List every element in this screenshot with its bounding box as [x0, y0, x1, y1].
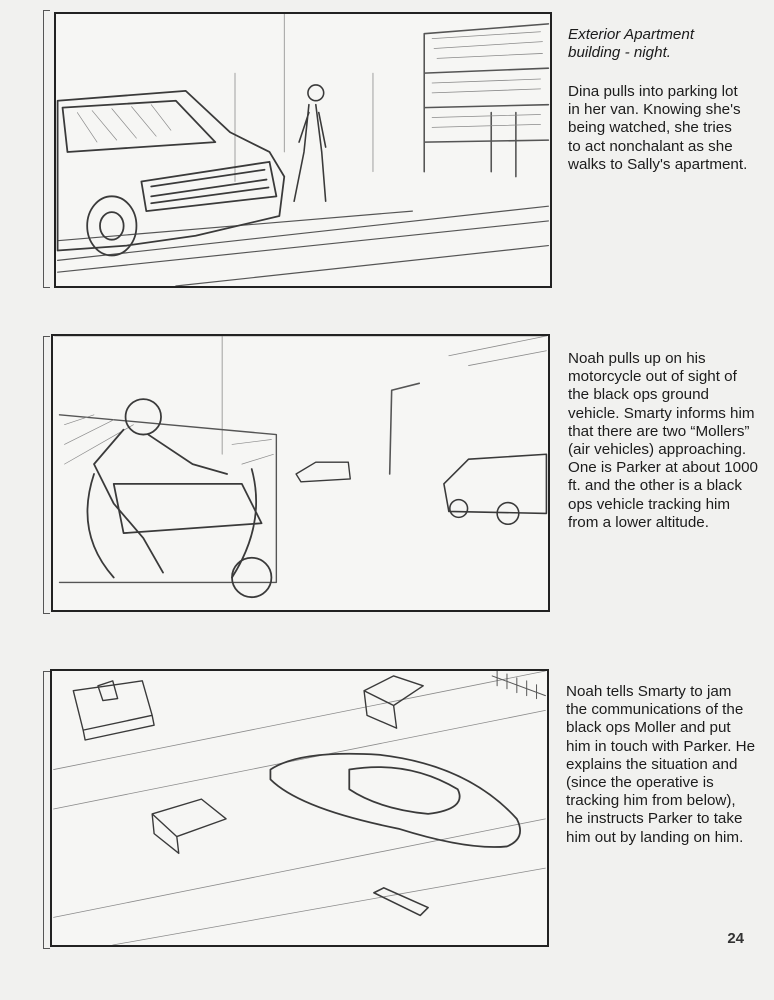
panel-3-description: Noah tells Smarty to jam the communications of the black ops Moller and put him in touch with Parker. He explains the situation and (since the operative is tracking him from below), he instructs Parker to take him out by landing on him.: [566, 683, 756, 846]
panel-2-description: Noah pulls up on his motorcycle out of sight of the black ops ground vehicle. Smarty informs him that there are two “Mollers” (air vehicles) approaching. One is Parker at about 1000 ft. and the other is a black ops vehicle tracking him from a lower altitude.: [568, 350, 758, 531]
storyboard-panel-2: [51, 334, 550, 612]
page-number: 24: [727, 930, 744, 947]
panel-2-sketch: [53, 336, 548, 610]
panel-1-scene-heading: Exterior Apartment building - night.: [568, 26, 695, 62]
panel-bracket: [43, 10, 50, 288]
storyboard-panel-3: [50, 669, 549, 947]
storyboard-panel-1: [54, 12, 552, 288]
panel-1-sketch: [56, 14, 550, 286]
panel-3-sketch: [52, 671, 547, 945]
panel-1-description: Dina pulls into parking lot in her van. Knowing she's being watched, she tries to act nonchalant as she walks to Sally's apartment.: [568, 83, 748, 173]
panel-bracket: [43, 336, 50, 614]
panel-bracket: [43, 671, 50, 949]
